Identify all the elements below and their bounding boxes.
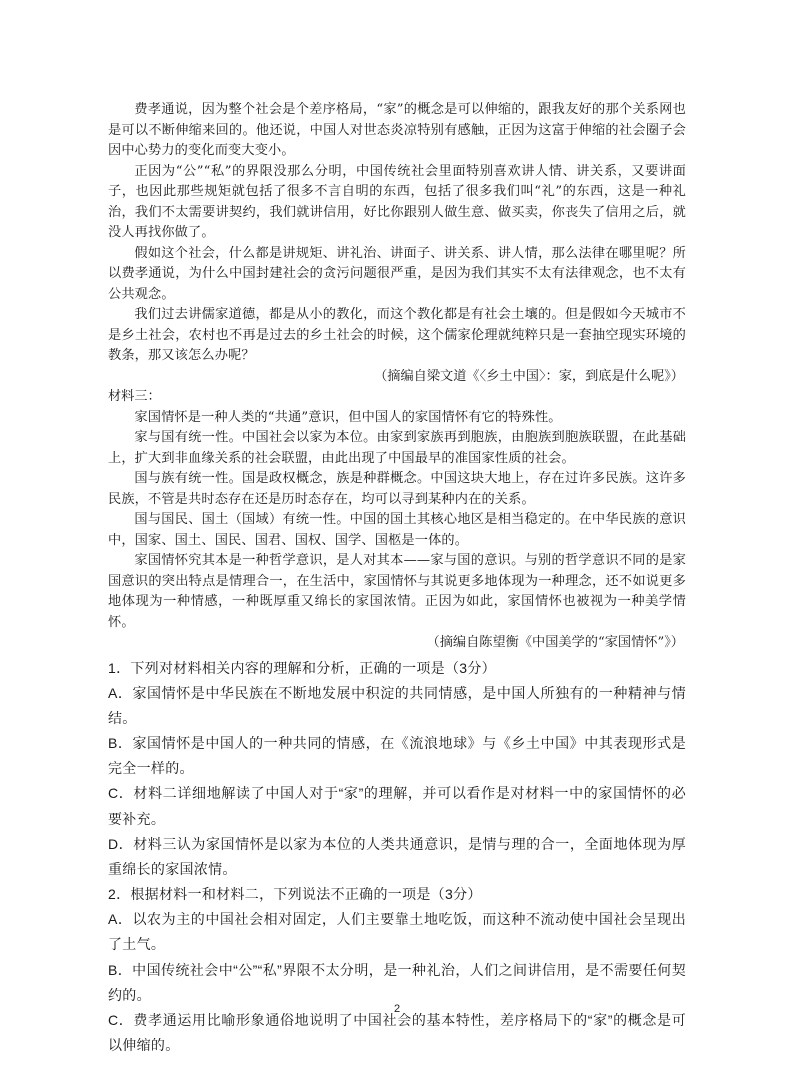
answer-option[interactable]: D．材料三认为家国情怀是以家为本位的人类共通意识，是情与理的合一，全面地体现为厚重绵长的家国浓情。 <box>108 835 686 877</box>
answer-option[interactable]: A．以农为主的中国社会相对固定，人们主要靠土地吃饭，而这种不流动使中国社会呈现出了土气。 <box>108 911 686 953</box>
paragraph: 正因为“公”“私”的界限没那么分明，中国传统社会里面特别喜欢讲人情、讲关系，又要讲面子，也因此那些规矩就包括了很多不言自明的东西，包括了很多我们叫“礼”的东西，这是一种礼治，我们不太需要讲契约，我们就讲信用，好比你跟别人做生意、做买卖，你丧失了信用之后，就没人再找你做了。 <box>108 163 686 240</box>
answer-option[interactable]: C．费孝通运用比喻形象通俗地说明了中国社会的基本特性，差序格局下的“家”的概念是可以伸缩的。 <box>108 1011 686 1054</box>
question-stem: 1．下列对材料相关内容的理解和分析，正确的一项是（3分） <box>108 659 496 676</box>
answer-option[interactable]: C．材料二详细地解读了中国人对于“家”的理解，并可以看作是对材料一中的家国情怀的必要补充。 <box>108 785 686 827</box>
paragraph: 我们过去讲儒家道德，都是从小的教化，而这个教化都是有社会土壤的。但是假如今天城市不是乡土社会，农村也不再是过去的乡土社会的时候，这个儒家伦理就纯粹只是一套抽空现实环境的教条，那又该怎么办呢？ <box>108 307 686 363</box>
paragraph: 国与族有统一性。国是政权概念，族是种群概念。中国这块大地上，存在过许多民族。这许多民族，不管是共时态存在还是历时态存在，均可以寻到某种内在的关系。 <box>108 471 686 507</box>
section-heading: 材料三： <box>108 389 161 404</box>
question-stem: 2．根据材料一和材料二，下列说法不正确的一项是（3分） <box>108 886 482 903</box>
source-citation: （摘编自梁文道《〈乡土中国〉：家，到底是什么呢》） <box>374 368 684 384</box>
paragraph: 国与国民、国土（国域）有统一性。中国的国土其核心地区是相当稳定的。在中华民族的意识中，国家、国土、国民、国君、国权、国学、国柩是一体的。 <box>108 512 686 548</box>
question-list <box>108 656 686 1059</box>
material-three-text <box>108 387 686 654</box>
answer-option[interactable]: B．中国传统社会中“公”“私”界限不太分明，是一种礼治，人们之间讲信用，是不需要任何契约的。 <box>108 961 686 1003</box>
question <box>108 882 686 1058</box>
paragraph: 家国情怀究其本是一种哲学意识，是人对其本——家与国的意识。与别的哲学意识不同的是家国意识的突出特点是情理合一，在生活中，家国情怀与其说更多地体现为一种理念，还不如说更多地体现为一种情感，一种既厚重又绵长的家国浓情。正因为如此，家国情怀也被视为一种美学情怀。 <box>108 553 686 630</box>
paragraph: 假如这个社会，什么都是讲规矩、讲礼治、讲面子、讲关系、讲人情，那么法律在哪里呢？所以费孝通说，为什么中国封建社会的贪污问题很严重，是因为我们其实不太有法律观念，也不太有公共观念。 <box>108 245 686 302</box>
exam-page <box>108 100 686 1058</box>
material-two-text <box>108 100 686 387</box>
source-citation: （摘编自陈望衡《中国美学的“家国情怀”》） <box>426 635 684 650</box>
answer-option[interactable]: A．家国情怀是中华民族在不断地发展中积淀的共同情感，是中国人所独有的一种精神与情结。 <box>108 684 686 726</box>
paragraph: 家与国有统一性。中国社会以家为本位。由家到家族再到胞族，由胞族到胞族联盟，在此基础上，扩大到非血缘关系的社会联盟，由此出现了中国最早的准国家性质的社会。 <box>108 430 686 466</box>
question <box>108 656 686 883</box>
answer-option[interactable]: B．家国情怀是中国人的一种共同的情感，在《流浪地球》与《乡土中国》中其表现形式是完全一样的。 <box>108 734 686 777</box>
paragraph: 家国情怀是一种人类的“共通”意识，但中国人的家国情怀有它的特殊性。 <box>134 409 562 425</box>
page-number: 2 <box>393 1003 401 1015</box>
paragraph: 费孝通说，因为整个社会是个差序格局，“家”的概念是可以伸缩的，跟我友好的那个关系网也是可以不断伸缩来回的。他还说，中国人对世态炎凉特别有感触，正因为这富于伸缩的社会圈子会因中心势力的变化而变大变小。 <box>108 102 686 158</box>
